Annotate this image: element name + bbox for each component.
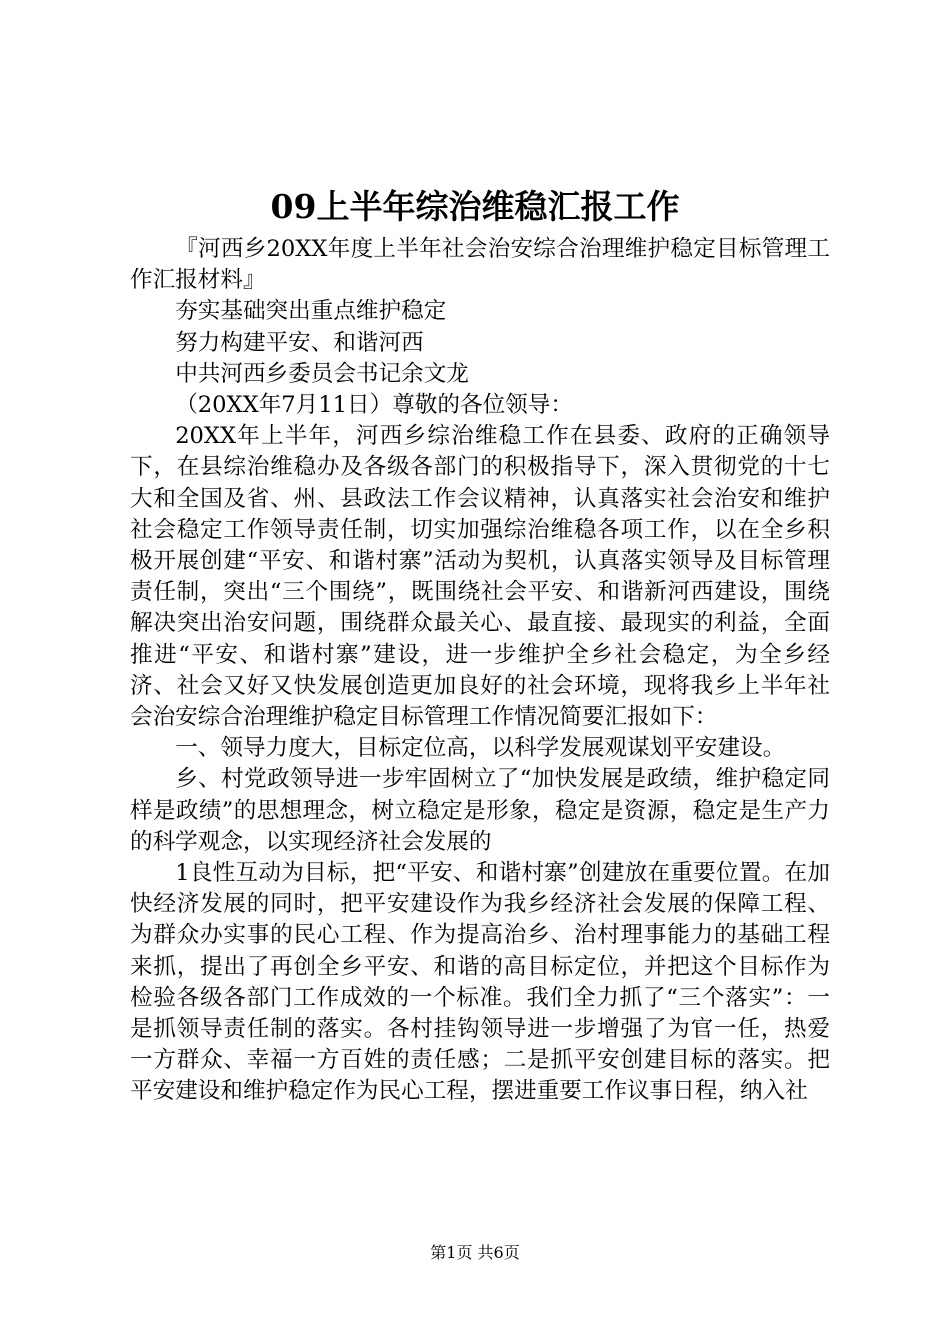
paragraph-heading-2: 努力构建平安、和谐河西	[175, 329, 424, 356]
document-title: 09上半年综治维稳汇报工作	[270, 187, 680, 226]
paragraph-section-1-heading: 一、领导力度大，目标定位高，以科学发展观谋划平安建设。	[175, 735, 786, 762]
paragraph-heading-1: 夯实基础突出重点维护稳定	[175, 298, 447, 325]
paragraph-section-1-continued: 1良性互动为目标，把“平安、和谐村寨”创建放在重要位置。在加快经济发展的同时，把平安建设作为我乡经济社会发展的保障工程、为群众办实事的民心工程、作为提高治乡、治村理事能力的基础工程来抓，提出了再创全乡平安、和谐的高目标定位，并把这个目标作为检验各级各部门工作成效的一个标准。我们全力抓了“三个落实”：一是抓领导责任制的落实。各村挂钩领导进一步增强了为官一任，热爱一方群众、幸福一方百姓的责任感；二是抓平安创建目标的落实。把平安建设和维护稳定作为民心工程，摆进重要工作议事日程，纳入社	[130, 860, 830, 1105]
document-body	[130, 234, 830, 1108]
paragraph-intro: 20XX年上半年，河西乡综治维稳工作在县委、政府的正确领导下，在县综治维稳办及各级各部门的积极指导下，深入贯彻党的十七大和全国及省、州、县政法工作会议精神，认真落实社会治安和维护社会稳定工作领导责任制，切实加强综治维稳各项工作，以在全乡积极开展创建“平安、和谐村寨”活动为契机，认真落实领导及目标管理责任制，突出“三个围绕”，既围绕社会平安、和谐新河西建设，围绕解决突出治安问题，围绕群众最关心、最直接、最现实的利益，全面推进“平安、和谐村寨”建设，进一步维护全乡社会稳定，为全乡经济、社会又好又快发展创造更加良好的社会环境，现将我乡上半年社会治安综合治理维护稳定目标管理工作情况简要汇报如下：	[130, 423, 830, 731]
paragraph-date-salutation: （20XX年7月11日）尊敬的各位领导：	[175, 392, 573, 419]
paragraph-subtitle: 『河西乡20XX年度上半年社会治安综合治理维护稳定目标管理工作汇报材料』	[130, 236, 830, 294]
paragraph-section-1-body: 乡、村党政领导进一步牢固树立了“加快发展是政绩，维护稳定同样是政绩”的思想理念，树立稳定是形象，稳定是资源，稳定是生产力的科学观念，以实现经济社会发展的	[130, 766, 830, 855]
paragraph-author: 中共河西乡委员会书记余文龙	[175, 360, 469, 387]
page-footer: 第1页 共6页	[430, 1243, 520, 1262]
